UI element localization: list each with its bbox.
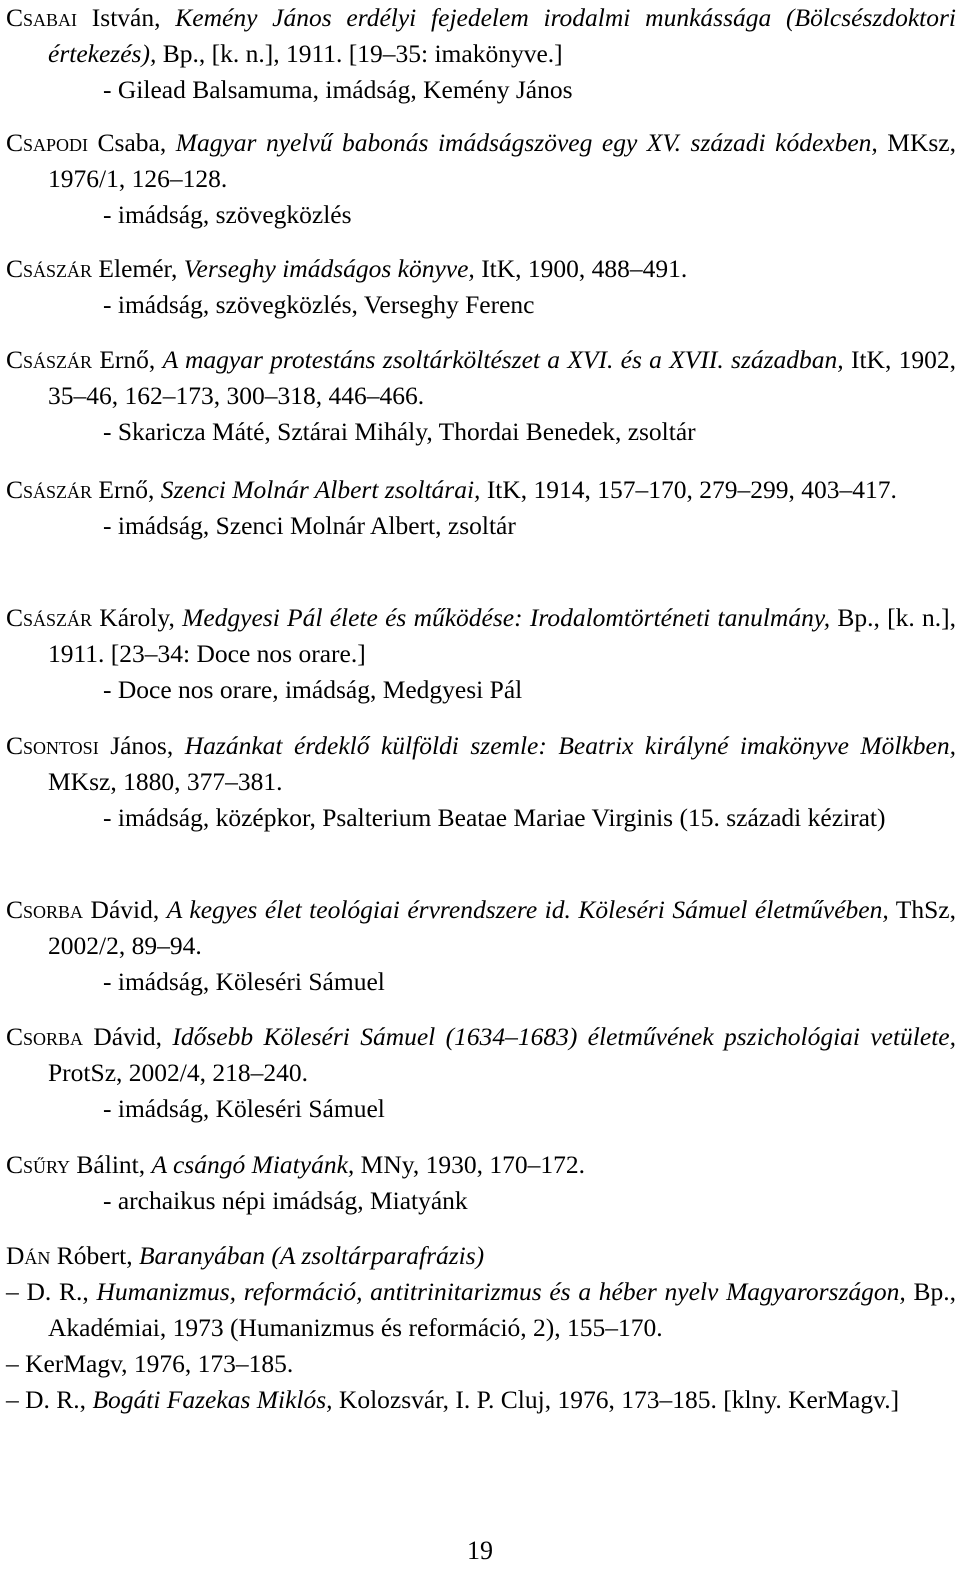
author-surname: Csapodi	[6, 128, 89, 157]
entry-citation	[6, 600, 956, 672]
publication-info: ThSz, 2002/2, 89–94.	[48, 895, 956, 960]
entry-keywords: - imádság, Köleséri Sámuel	[103, 967, 385, 996]
author-forename: Bálint,	[70, 1150, 152, 1179]
sub-author: – D. R.,	[6, 1277, 97, 1306]
author-forename: Ernő,	[92, 345, 163, 374]
author-surname: Császár	[6, 603, 93, 632]
author-forename: Elemér,	[92, 254, 184, 283]
bib-entry	[6, 251, 956, 323]
work-title: Verseghy imádságos könyve,	[183, 254, 475, 283]
entry-keywords: - imádság, szövegközlés, Verseghy Ferenc	[103, 290, 535, 319]
work-title: Idősebb Köleséri Sámuel (1634–1683) életművének pszichológiai vetülete,	[172, 1022, 956, 1051]
sub-title: Bogáti Fazekas Miklós,	[92, 1385, 333, 1414]
entry-citation	[6, 0, 956, 72]
publication-info: MKsz, 1976/1, 126–128.	[48, 128, 956, 193]
sub-publication: Bp., Akadémiai, 1973 (Humanizmus és reformáció, 2), 155–170.	[48, 1277, 956, 1342]
bib-entry	[6, 0, 956, 108]
sub-citation	[6, 1274, 956, 1346]
author-surname: Dán	[6, 1241, 51, 1270]
work-title: Baranyában (A zsoltárparafrázis)	[138, 1241, 485, 1270]
author-surname: Csabai	[6, 3, 78, 32]
sub-publication: Kolozsvár, I. P. Cluj, 1976, 173–185. [klny. KerMagv.]	[332, 1385, 900, 1414]
bib-entry-dan	[6, 1238, 956, 1418]
author-forename: Csaba,	[88, 128, 176, 157]
author-forename: János,	[98, 731, 185, 760]
work-title: A magyar protestáns zsoltárköltészet a XVI. és a XVII. században,	[162, 345, 844, 374]
author-forename: Dávid,	[83, 895, 167, 924]
publication-info: Bp., [k. n.], 1911. [19–35: imakönyve.]	[156, 39, 563, 68]
entry-citation	[6, 342, 956, 414]
sub-citation	[6, 1346, 956, 1382]
page-number: 19	[467, 1536, 493, 1565]
entry-citation	[6, 1238, 956, 1274]
author-surname: Császár	[6, 254, 93, 283]
entry-keywords: - Doce nos orare, imádság, Medgyesi Pál	[103, 675, 523, 704]
author-forename: Károly,	[92, 603, 183, 632]
publication-info: ItK, 1900, 488–491.	[474, 254, 688, 283]
author-forename: Ernő,	[92, 475, 161, 504]
work-title: A csángó Miatyánk,	[151, 1150, 355, 1179]
sub-author: – D. R.,	[6, 1385, 93, 1414]
entry-citation	[6, 1019, 956, 1091]
entry-citation	[6, 892, 956, 964]
publication-info: ItK, 1914, 157–170, 279–299, 403–417.	[480, 475, 897, 504]
publication-info: ItK, 1902, 35–46, 162–173, 300–318, 446–466.	[48, 345, 956, 410]
bib-entry	[6, 1147, 956, 1219]
entry-citation	[6, 1147, 956, 1183]
bib-entry	[6, 728, 956, 836]
entry-keywords: - imádság, Szenci Molnár Albert, zsoltár	[103, 511, 516, 540]
work-title: Medgyesi Pál élete és működése: Irodalomtörténeti tanulmány,	[182, 603, 831, 632]
publication-info: MNy, 1930, 170–172.	[354, 1150, 585, 1179]
entry-keywords: - imádság, középkor, Psalterium Beatae Mariae Virginis (15. századi kézirat)	[103, 803, 886, 832]
publication-info: MKsz, 1880, 377–381.	[48, 767, 283, 796]
entry-keywords: - Gilead Balsamuma, imádság, Kemény János	[103, 75, 573, 104]
bib-entry	[6, 472, 956, 544]
entry-keywords: - imádság, szövegközlés	[103, 200, 352, 229]
bib-entry	[6, 342, 956, 450]
work-title: Hazánkat érdeklő külföldi szemle: Beatrix királyné imakönyve Mölkben,	[184, 731, 957, 760]
bib-entry	[6, 1019, 956, 1127]
entry-keywords: - Skaricza Máté, Sztárai Mihály, Thordai Benedek, zsoltár	[103, 417, 696, 446]
author-surname: Császár	[6, 475, 93, 504]
entry-keywords: - archaikus népi imádság, Miatyánk	[103, 1186, 468, 1215]
work-title: Magyar nyelvű babonás imádságszöveg egy XV. századi kódexben,	[175, 128, 878, 157]
author-surname: Csűry	[6, 1150, 71, 1179]
entry-citation	[6, 251, 956, 287]
author-surname: Császár	[6, 345, 93, 374]
author-surname: Csorba	[6, 895, 84, 924]
entry-citation	[6, 472, 956, 508]
sub-title: Humanizmus, reformáció, antitrinitarizmus és a héber nyelv Magyarországon,	[96, 1277, 906, 1306]
author-forename: Róbert,	[50, 1241, 139, 1270]
sub-citation	[6, 1382, 956, 1418]
bib-entry	[6, 125, 956, 233]
work-title: A kegyes élet teológiai érvrendszere id. Köleséri Sámuel életművében,	[166, 895, 889, 924]
work-title: Szenci Molnár Albert zsoltárai,	[160, 475, 481, 504]
entry-citation	[6, 728, 956, 800]
author-forename: István,	[77, 3, 176, 32]
bib-entry	[6, 892, 956, 1000]
author-surname: Csorba	[6, 1022, 84, 1051]
entry-keywords: - imádság, Köleséri Sámuel	[103, 1094, 385, 1123]
entry-citation	[6, 125, 956, 197]
work-title: Kemény János erdélyi fejedelem irodalmi munkássága (Bölcsészdoktori értekezés),	[48, 3, 956, 68]
publication-info: Bp., [k. n.], 1911. [23–34: Doce nos orare.]	[48, 603, 956, 668]
publication-info: ProtSz, 2002/4, 218–240.	[48, 1058, 308, 1087]
author-forename: Dávid,	[83, 1022, 173, 1051]
bib-entry	[6, 600, 956, 708]
author-surname: Csontosi	[6, 731, 99, 760]
sub-publication: – KerMagv, 1976, 173–185.	[6, 1349, 294, 1378]
